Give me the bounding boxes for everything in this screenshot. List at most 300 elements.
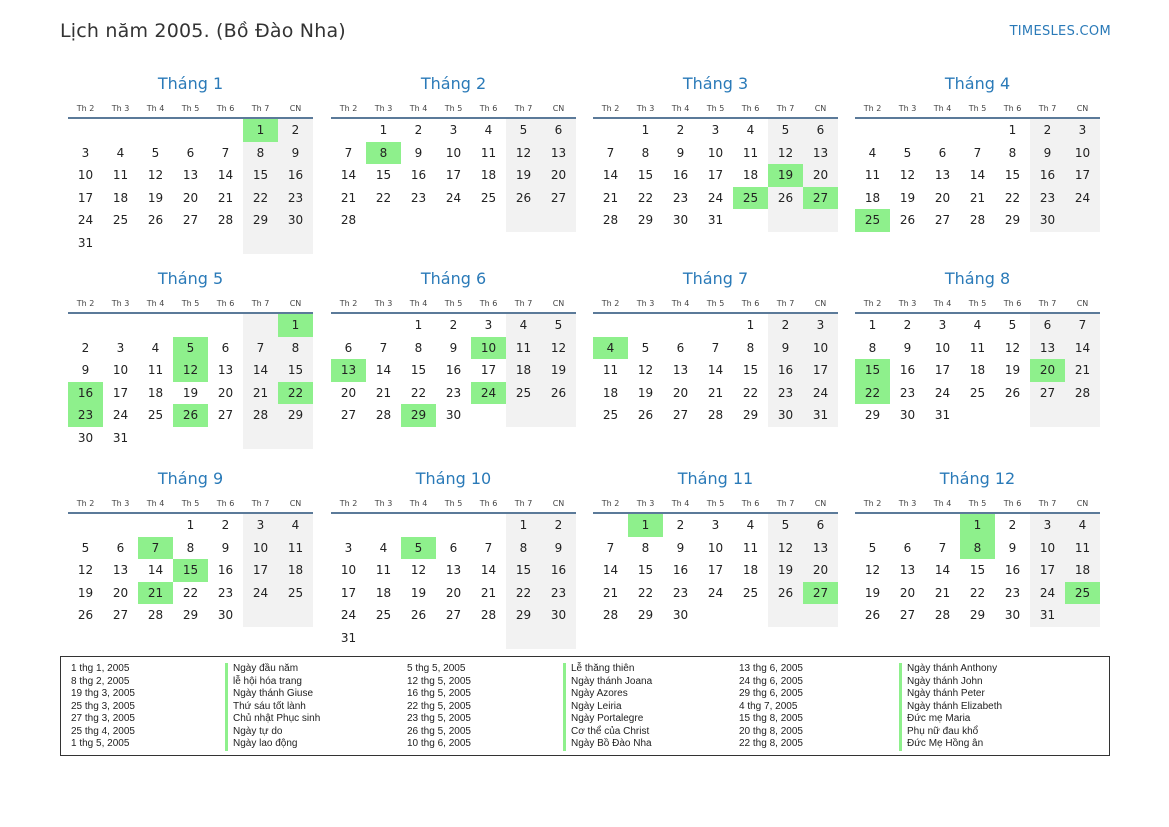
empty-day-cell	[138, 514, 173, 537]
day-cell: 11	[602, 363, 619, 377]
day-cell: 7	[606, 540, 615, 555]
week-row	[855, 604, 1100, 627]
day-cell: 17	[445, 168, 462, 182]
day-cell: 10	[445, 145, 462, 160]
week-row	[68, 187, 313, 210]
day-cell: 13	[217, 363, 234, 377]
week-row	[331, 187, 576, 210]
day-cell: 10	[471, 337, 506, 360]
day-cell: 14	[480, 563, 497, 577]
day-cell: 22	[855, 382, 890, 405]
weekday-label: Th 2	[76, 499, 95, 508]
day-cell: 6	[541, 119, 576, 142]
weekday-label: Th 5	[444, 104, 463, 113]
empty-day-cell	[471, 209, 506, 232]
day-cell: 5	[81, 540, 90, 555]
day-cell: 13	[803, 142, 838, 165]
day-cell: 21	[969, 190, 986, 205]
day-cell: 9	[1008, 540, 1017, 555]
day-cell: 10	[340, 563, 357, 577]
day-cell: 18	[864, 190, 881, 205]
week-row	[331, 337, 576, 360]
day-cell: 2	[1030, 119, 1065, 142]
day-cell: 18	[742, 168, 759, 182]
weekday-label: Th 4	[409, 299, 428, 308]
day-cell: 7	[938, 540, 947, 555]
weekday-label: Th 7	[251, 104, 270, 113]
day-cell: 9	[81, 363, 90, 377]
week-row	[855, 404, 1100, 427]
empty-day-cell	[68, 119, 103, 142]
day-cell: 1	[628, 514, 663, 537]
month-10	[331, 468, 576, 649]
day-cell: 1	[868, 318, 877, 332]
day-cell: 29	[864, 408, 881, 422]
day-cell: 12	[541, 337, 576, 360]
day-cell: 13	[331, 359, 366, 382]
day-cell: 1	[186, 518, 195, 532]
weekday-label: Th 3	[898, 499, 917, 508]
day-cell: 20	[340, 385, 357, 400]
weekday-label: Th 3	[636, 104, 655, 113]
day-cell: 21	[480, 585, 497, 600]
month-title: Tháng 6	[420, 269, 487, 288]
day-cell: 24	[340, 608, 357, 622]
empty-day-cell	[803, 209, 838, 232]
day-cell: 27	[182, 213, 199, 227]
month-title: Tháng 7	[682, 269, 749, 288]
week-row	[855, 514, 1100, 537]
weekday-label: Th 4	[933, 299, 952, 308]
day-cell: 3	[803, 314, 838, 337]
weekday-label: Th 5	[968, 299, 987, 308]
empty-day-cell	[960, 119, 995, 142]
day-cell: 25	[506, 382, 541, 405]
empty-day-cell	[331, 119, 366, 142]
day-cell: 19	[506, 164, 541, 187]
empty-day-cell	[436, 627, 471, 650]
holiday-name: Lễ thăng thiên	[563, 663, 652, 676]
empty-day-cell	[803, 604, 838, 627]
day-cell: 27	[541, 187, 576, 210]
weekday-label: Th 5	[444, 499, 463, 508]
empty-day-cell	[138, 427, 173, 450]
day-cell: 25	[733, 187, 768, 210]
day-cell: 22	[637, 190, 654, 205]
weekday-label: Th 3	[636, 499, 655, 508]
empty-day-cell	[925, 514, 960, 537]
day-cell: 23	[445, 385, 462, 400]
holiday-date: 25 thg 4, 2005	[71, 725, 135, 737]
day-cell: 18	[969, 363, 986, 377]
empty-day-cell	[401, 514, 436, 537]
month-title: Tháng 9	[157, 469, 224, 488]
day-cell: 18	[278, 559, 313, 582]
week-row	[593, 359, 838, 382]
day-cell: 13	[899, 563, 916, 577]
day-cell: 18	[506, 359, 541, 382]
empty-day-cell	[663, 314, 698, 337]
day-cell: 14	[1065, 337, 1100, 360]
week-row	[855, 142, 1100, 165]
weekday-header	[593, 296, 838, 314]
week-row	[855, 582, 1100, 605]
day-cell: 15	[855, 359, 890, 382]
empty-day-cell	[278, 604, 313, 627]
day-cell: 28	[375, 408, 392, 422]
weekday-label: Th 5	[968, 104, 987, 113]
day-cell: 17	[112, 385, 129, 400]
weekday-label: Th 3	[636, 299, 655, 308]
day-cell: 10	[803, 337, 838, 360]
weekday-label: Th 5	[444, 299, 463, 308]
day-cell: 24	[934, 385, 951, 400]
day-cell: 4	[151, 340, 160, 355]
day-cell: 9	[1030, 142, 1065, 165]
day-cell: 17	[480, 363, 497, 377]
day-cell: 14	[969, 168, 986, 182]
weekday-label: CN	[1076, 104, 1089, 113]
day-cell: 26	[899, 213, 916, 227]
weekday-label: CN	[814, 499, 827, 508]
day-cell: 3	[711, 123, 720, 137]
day-cell: 21	[138, 582, 173, 605]
holiday-date: 26 thg 5, 2005	[407, 725, 471, 737]
weekday-label: CN	[1076, 299, 1089, 308]
day-cell: 18	[375, 585, 392, 600]
weekday-label: Th 4	[146, 104, 165, 113]
month-title: Tháng 4	[944, 74, 1011, 93]
day-cell: 4	[593, 337, 628, 360]
empty-day-cell	[541, 209, 576, 232]
empty-day-cell	[436, 209, 471, 232]
day-cell: 22	[506, 582, 541, 605]
holiday-date: 27 thg 3, 2005	[71, 713, 135, 724]
empty-day-cell	[103, 119, 138, 142]
weekday-label: Th 6	[216, 499, 235, 508]
holiday-name: lễ hội hóa trang	[225, 676, 320, 689]
weekday-label: CN	[289, 499, 302, 508]
day-cell: 9	[768, 337, 803, 360]
day-cell: 9	[221, 540, 230, 555]
day-cell: 15	[410, 363, 427, 377]
day-cell: 14	[243, 359, 278, 382]
day-cell: 6	[449, 540, 458, 555]
week-row	[68, 514, 313, 537]
week-row	[331, 559, 576, 582]
day-cell: 8	[278, 337, 313, 360]
day-cell: 16	[672, 563, 689, 577]
day-cell: 10	[707, 540, 724, 555]
weekday-label: Th 5	[968, 499, 987, 508]
day-cell: 11	[742, 145, 759, 160]
empty-day-cell	[331, 314, 366, 337]
day-cell: 10	[934, 340, 951, 355]
day-cell: 29	[182, 608, 199, 622]
day-cell: 22	[969, 585, 986, 600]
day-cell: 17	[707, 563, 724, 577]
holiday-date: 1 thg 1, 2005	[71, 663, 130, 674]
week-row	[593, 142, 838, 165]
week-row	[855, 164, 1100, 187]
weekday-label: CN	[814, 299, 827, 308]
day-cell: 26	[768, 582, 803, 605]
weekday-label: Th 5	[181, 299, 200, 308]
weekday-header	[593, 101, 838, 119]
day-cell: 29	[243, 209, 278, 232]
day-cell: 5	[903, 145, 912, 160]
weekday-label: Th 5	[706, 299, 725, 308]
day-cell: 29	[401, 404, 436, 427]
holiday-name: Chủ nhật Phục sinh	[225, 713, 320, 726]
week-row	[593, 209, 838, 232]
holiday-name: Ngày thánh John	[899, 676, 1002, 689]
day-cell: 24	[471, 382, 506, 405]
day-cell: 4	[746, 518, 755, 532]
weekday-label: CN	[552, 299, 565, 308]
empty-day-cell	[506, 404, 541, 427]
day-cell: 24	[803, 382, 838, 405]
day-cell: 3	[344, 540, 353, 555]
weekday-label: Th 3	[898, 299, 917, 308]
weekday-label: Th 3	[374, 499, 393, 508]
weekday-label: Th 4	[933, 499, 952, 508]
day-cell: 5	[768, 119, 803, 142]
day-cell: 16	[410, 168, 427, 182]
holiday-dates-col-1	[71, 663, 135, 751]
holiday-names-col-2	[563, 663, 652, 751]
holiday-name: Ngày thánh Joana	[563, 676, 652, 689]
day-cell: 29	[637, 213, 654, 227]
day-cell: 18	[742, 563, 759, 577]
day-cell: 19	[637, 385, 654, 400]
month-title: Tháng 8	[944, 269, 1011, 288]
weekday-label: Th 4	[409, 499, 428, 508]
day-cell: 23	[541, 582, 576, 605]
day-cell: 23	[278, 187, 313, 210]
week-row	[331, 537, 576, 560]
day-cell: 24	[707, 585, 724, 600]
empty-day-cell	[541, 627, 576, 650]
week-row	[855, 359, 1100, 382]
empty-day-cell	[103, 514, 138, 537]
day-cell: 26	[541, 382, 576, 405]
day-cell: 18	[602, 385, 619, 400]
day-cell: 16	[899, 363, 916, 377]
weekday-label: Th 3	[374, 299, 393, 308]
holiday-name: Ngày thánh Elizabeth	[899, 701, 1002, 714]
day-cell: 9	[676, 540, 685, 555]
day-cell: 20	[899, 585, 916, 600]
page-title: Lịch năm 2005. (Bồ Đào Nha)	[60, 20, 346, 42]
day-cell: 10	[707, 145, 724, 160]
day-cell: 13	[803, 537, 838, 560]
day-cell: 3	[938, 318, 947, 332]
weekday-label: Th 7	[514, 104, 533, 113]
day-cell: 24	[243, 582, 278, 605]
holiday-name: Ngày thánh Peter	[899, 688, 1002, 701]
day-cell: 21	[602, 585, 619, 600]
day-cell: 12	[637, 363, 654, 377]
weekday-label: Th 2	[76, 104, 95, 113]
day-cell: 6	[903, 540, 912, 555]
week-row	[593, 582, 838, 605]
day-cell: 20	[803, 164, 838, 187]
week-row	[593, 119, 838, 142]
day-cell: 1	[641, 123, 650, 137]
day-cell: 7	[711, 340, 720, 355]
day-cell: 2	[221, 518, 230, 532]
day-cell: 17	[803, 359, 838, 382]
weekday-label: Th 4	[671, 499, 690, 508]
day-cell: 2	[414, 123, 423, 137]
week-row	[68, 382, 313, 405]
day-cell: 24	[112, 408, 129, 422]
day-cell: 15	[742, 363, 759, 377]
day-cell: 12	[768, 142, 803, 165]
day-cell: 31	[77, 235, 94, 250]
weekday-label: Th 3	[374, 104, 393, 113]
day-cell: 9	[541, 537, 576, 560]
day-cell: 17	[1030, 559, 1065, 582]
day-cell: 27	[340, 408, 357, 422]
day-cell: 16	[1004, 563, 1021, 577]
weekday-label: Th 4	[933, 104, 952, 113]
day-cell: 9	[414, 145, 423, 160]
day-cell: 5	[401, 537, 436, 560]
weekday-label: Th 7	[251, 299, 270, 308]
day-cell: 12	[899, 168, 916, 182]
day-cell: 14	[217, 168, 234, 182]
day-cell: 11	[864, 168, 881, 182]
day-cell: 16	[445, 363, 462, 377]
day-cell: 31	[803, 404, 838, 427]
week-row	[68, 404, 313, 427]
day-cell: 9	[278, 142, 313, 165]
weekday-label: CN	[289, 299, 302, 308]
holiday-name: Đức Mẹ Hồng ân	[899, 738, 1002, 751]
day-cell: 19	[541, 359, 576, 382]
week-row	[593, 187, 838, 210]
day-cell: 16	[68, 382, 103, 405]
day-cell: 7	[379, 340, 388, 355]
empty-day-cell	[1065, 404, 1100, 427]
day-cell: 1	[1008, 123, 1017, 137]
day-cell: 4	[868, 145, 877, 160]
day-cell: 22	[410, 385, 427, 400]
weekday-label: Th 5	[706, 104, 725, 113]
day-cell: 7	[484, 540, 493, 555]
day-cell: 22	[637, 585, 654, 600]
empty-day-cell	[243, 427, 278, 450]
day-cell: 20	[934, 190, 951, 205]
day-cell: 17	[243, 559, 278, 582]
empty-day-cell	[506, 627, 541, 650]
week-row	[68, 359, 313, 382]
day-cell: 9	[903, 340, 912, 355]
weekday-label: CN	[1076, 499, 1089, 508]
weekday-label: Th 4	[409, 104, 428, 113]
day-cell: 5	[1008, 318, 1017, 332]
empty-day-cell	[68, 314, 103, 337]
day-cell: 16	[1030, 164, 1065, 187]
day-cell: 2	[541, 514, 576, 537]
empty-day-cell	[243, 232, 278, 255]
day-cell: 23	[410, 190, 427, 205]
day-cell: 2	[1008, 518, 1017, 532]
weekday-label: Th 7	[251, 499, 270, 508]
day-cell: 20	[182, 190, 199, 205]
day-cell: 23	[899, 385, 916, 400]
day-cell: 13	[672, 363, 689, 377]
empty-day-cell	[173, 232, 208, 255]
day-cell: 23	[68, 404, 103, 427]
day-cell: 1	[379, 123, 388, 137]
weekday-label: Th 6	[741, 104, 760, 113]
week-row	[331, 142, 576, 165]
brand-link[interactable]: TIMESLES.COM	[1009, 24, 1111, 39]
week-row	[331, 582, 576, 605]
day-cell: 19	[147, 190, 164, 205]
day-cell: 11	[147, 363, 164, 377]
day-cell: 28	[243, 404, 278, 427]
day-cell: 8	[746, 340, 755, 355]
week-row	[68, 537, 313, 560]
weekday-label: Th 2	[339, 104, 358, 113]
weekday-label: Th 4	[146, 299, 165, 308]
day-cell: 23	[672, 585, 689, 600]
day-cell: 15	[243, 164, 278, 187]
empty-day-cell	[1065, 209, 1100, 232]
month-11	[593, 468, 838, 627]
day-cell: 8	[641, 145, 650, 160]
weekday-header	[68, 496, 313, 514]
day-cell: 1	[278, 314, 313, 337]
day-cell: 31	[340, 630, 357, 645]
empty-day-cell	[471, 627, 506, 650]
weekday-label: Th 6	[479, 499, 498, 508]
day-cell: 31	[934, 408, 951, 422]
day-cell: 3	[1065, 119, 1100, 142]
day-cell: 28	[480, 608, 497, 622]
day-cell: 8	[243, 142, 278, 165]
holiday-name: Ngày tự do	[225, 726, 320, 739]
week-row	[593, 337, 838, 360]
weekday-header	[331, 296, 576, 314]
day-cell: 12	[506, 142, 541, 165]
empty-day-cell	[208, 314, 243, 337]
day-cell: 5	[541, 314, 576, 337]
day-cell: 25	[742, 585, 759, 600]
day-cell: 8	[506, 537, 541, 560]
day-cell: 12	[173, 359, 208, 382]
weekday-label: Th 6	[216, 299, 235, 308]
day-cell: 27	[672, 408, 689, 422]
empty-day-cell	[278, 427, 313, 450]
week-row	[593, 314, 838, 337]
day-cell: 28	[969, 213, 986, 227]
day-cell: 3	[484, 318, 493, 332]
day-cell: 26	[637, 408, 654, 422]
day-cell: 8	[868, 340, 877, 355]
month-6	[331, 268, 576, 427]
day-cell: 16	[768, 359, 803, 382]
empty-day-cell	[173, 119, 208, 142]
weekday-label: Th 5	[181, 104, 200, 113]
holiday-name: Đức mẹ Maria	[899, 713, 1002, 726]
day-cell: 8	[1008, 145, 1017, 160]
empty-day-cell	[103, 314, 138, 337]
